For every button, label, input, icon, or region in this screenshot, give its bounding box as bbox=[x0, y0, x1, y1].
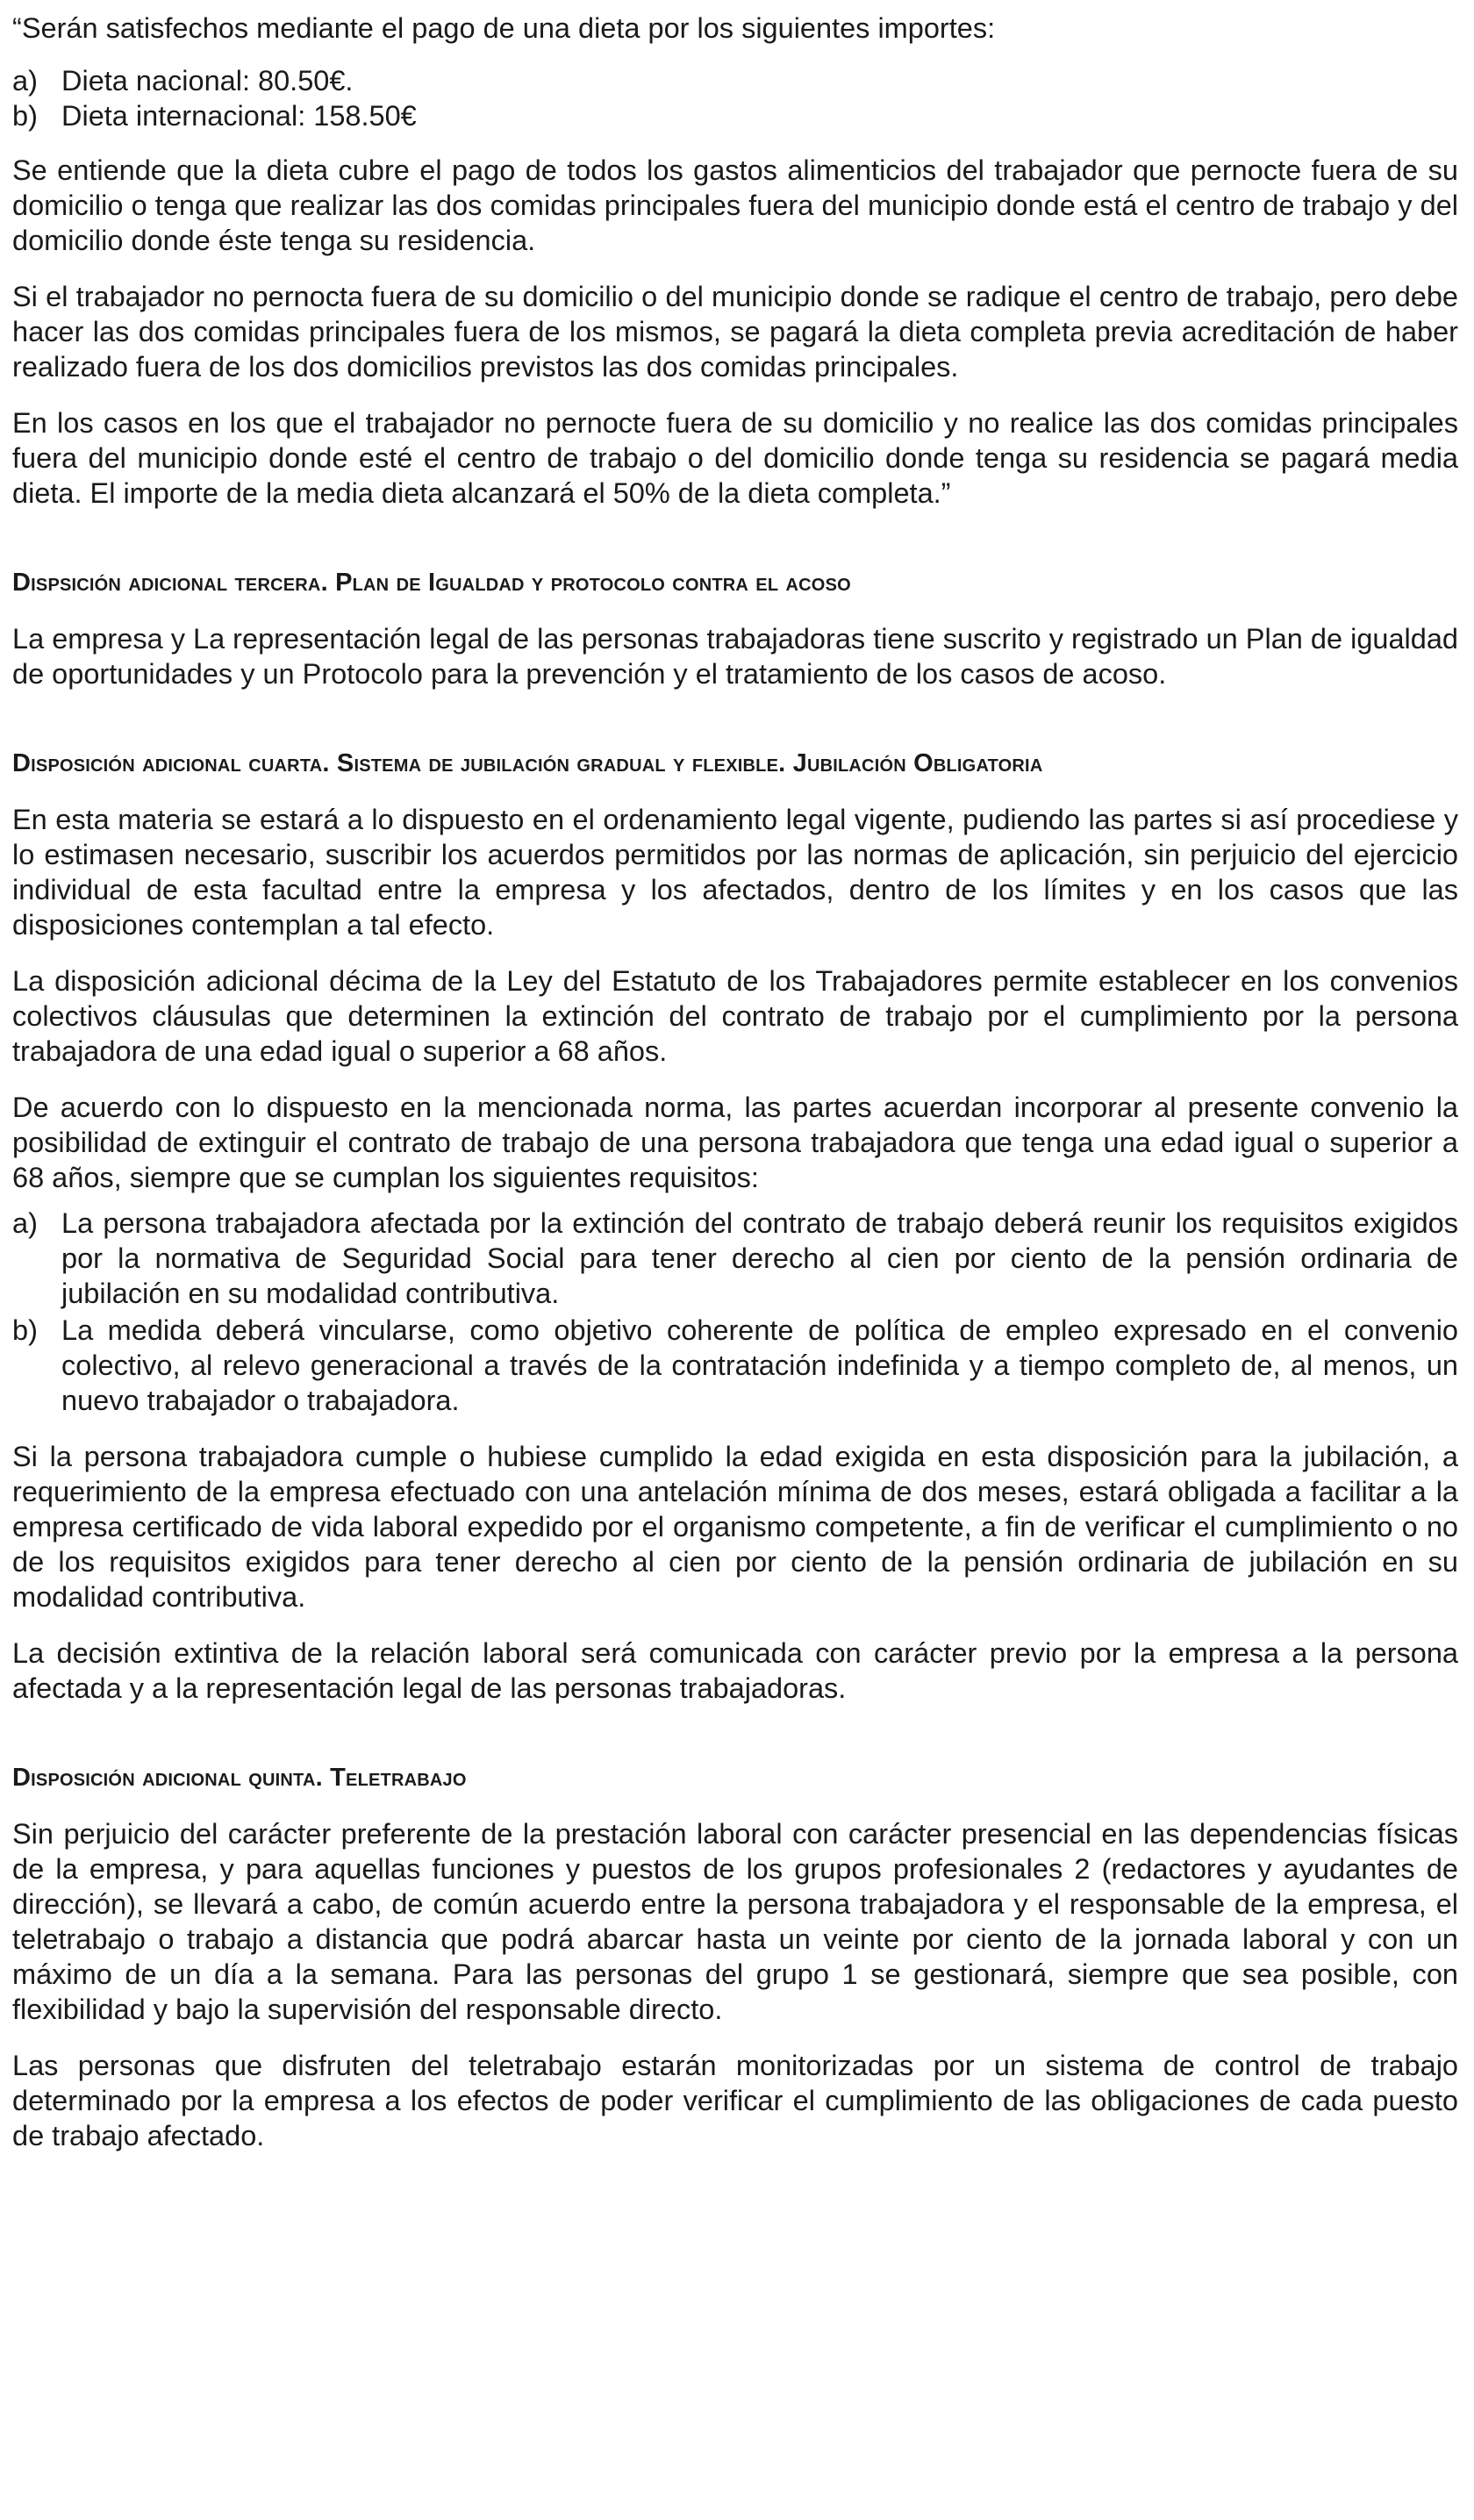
intro-paragraph: “Serán satisfechos mediante el pago de una dieta por los siguientes importes: bbox=[12, 12, 996, 44]
paragraph: La empresa y La representación legal de las personas trabajadoras tiene suscrito y registrado un Plan de igualdad de oportunidades y un Protocolo para la prevención y el tratamiento de los casos de acoso. bbox=[12, 623, 1458, 690]
list-marker: a) bbox=[12, 65, 38, 97]
requisitos-list bbox=[12, 1206, 1458, 1418]
list-item-text: La medida deberá vincularse, como objetivo coherente de política de empleo expresado en el convenio colectivo, al relevo generacional a través de la contratación indefinida y a tiempo completo de, al menos, un nuevo trabajador o trabajadora. bbox=[61, 1314, 1458, 1416]
paragraph: La disposición adicional décima de la Ley del Estatuto de los Trabajadores permite establecer en los convenios colectivos cláusulas que determinen la extinción del contrato de trabajo por el cumplimiento por la persona trabajadora de una edad igual o superior a 68 años. bbox=[12, 965, 1458, 1067]
list-marker: a) bbox=[12, 1207, 38, 1239]
paragraph: Sin perjuicio del carácter preferente de la prestación laboral con carácter presencial en las dependencias físicas de la empresa, y para aquellas funciones y puestos de los grupos profesionales 2 (redactores y ayudantes de dirección), se llevará a cabo, de común acuerdo entre la persona trabajadora y el responsable de la empresa, el teletrabajo o trabajo a distancia que podrá abarcar hasta un veinte por ciento de la jornada laboral y con un máximo de un día a la semana. Para las personas del grupo 1 se gestionará, siempre que sea posible, con flexibilidad y bajo la supervisión del responsable directo. bbox=[12, 1818, 1458, 2025]
paragraph: De acuerdo con lo dispuesto en la mencionada norma, las partes acuerdan incorporar al presente convenio la posibilidad de extinguir el contrato de trabajo de una persona trabajadora que tenga una edad igual o superior a 68 años, siempre que se cumplan los siguientes requisitos: bbox=[12, 1092, 1458, 1193]
list-marker: b) bbox=[12, 100, 38, 132]
list-item-text: Dieta nacional: 80.50€. bbox=[61, 65, 354, 97]
list-item-text: Dieta internacional: 158.50€ bbox=[61, 100, 417, 132]
paragraph: Se entiende que la dieta cubre el pago de todos los gastos alimenticios del trabajador que pernocte fuera de su domicilio o tenga que realizar las dos comidas principales fuera del municipio donde está el centro de trabajo y del domicilio donde éste tenga su residencia. bbox=[12, 154, 1458, 256]
paragraph: En los casos en los que el trabajador no pernocte fuera de su domicilio y no realice las dos comidas principales fuera del municipio donde esté el centro de trabajo o del domicilio donde tenga su residencia se pagará media dieta. El importe de la media dieta alcanzará el 50% de la dieta completa.” bbox=[12, 407, 1458, 509]
section-heading-tercera: Dispsición adicional tercera. Plan de Igualdad y protocolo contra el acoso bbox=[12, 569, 851, 597]
section-heading-quinta: Disposición adicional quinta. Teletrabajo bbox=[12, 1764, 467, 1792]
list-item bbox=[12, 98, 1458, 133]
dieta-list bbox=[12, 63, 1458, 133]
paragraph: Si la persona trabajadora cumple o hubiese cumplido la edad exigida en esta disposición para la jubilación, a requerimiento de la empresa efectuado con una antelación mínima de dos meses, estará obligada a facilitar a la empresa certificado de vida laboral expedido por el organismo competente, a fin de verificar el cumplimiento o no de los requisitos exigidos para tener derecho al cien por ciento de la pensión ordinaria de jubilación en su modalidad contributiva. bbox=[12, 1441, 1458, 1613]
list-item bbox=[12, 1206, 1458, 1311]
list-item bbox=[12, 1313, 1458, 1418]
document-page bbox=[12, 11, 1458, 2174]
section-heading-cuarta: Disposición adicional cuarta. Sistema de jubilación gradual y flexible. Jubilación Obligatoria bbox=[12, 749, 1043, 777]
paragraph: La decisión extintiva de la relación laboral será comunicada con carácter previo por la empresa a la persona afectada y a la representación legal de las personas trabajadoras. bbox=[12, 1637, 1458, 1704]
paragraph: Las personas que disfruten del teletrabajo estarán monitorizadas por un sistema de control de trabajo determinado por la empresa a los efectos de poder verificar el cumplimiento de las obligaciones de cada puesto de trabajo afectado. bbox=[12, 2050, 1458, 2151]
list-item bbox=[12, 63, 1458, 98]
paragraph: Si el trabajador no pernocta fuera de su domicilio o del municipio donde se radique el centro de trabajo, pero debe hacer las dos comidas principales fuera de los mismos, se pagará la dieta completa previa acreditación de haber realizado fuera de los dos domicilios previstos las dos comidas principales. bbox=[12, 281, 1458, 383]
list-item-text: La persona trabajadora afectada por la extinción del contrato de trabajo deberá reunir los requisitos exigidos por la normativa de Seguridad Social para tener derecho al cien por ciento de la pensión ordinaria de jubilación en su modalidad contributiva. bbox=[61, 1207, 1458, 1309]
list-marker: b) bbox=[12, 1314, 38, 1346]
paragraph: En esta materia se estará a lo dispuesto en el ordenamiento legal vigente, pudiendo las partes si así procediese y lo estimasen necesario, suscribir los acuerdos permitidos por las normas de aplicación, sin perjuicio del ejercicio individual de esta facultad entre la empresa y los afectados, dentro de los límites y en los casos que las disposiciones contemplan a tal efecto. bbox=[12, 804, 1458, 941]
